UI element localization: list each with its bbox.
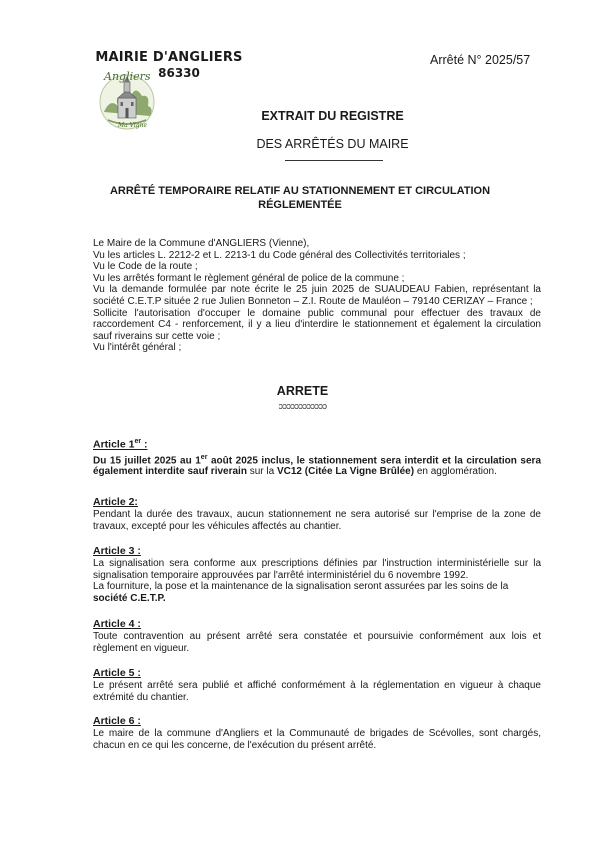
registry-subtitle: DES ARRÊTÉS DU MAIRE [256,137,409,151]
article-5 [93,667,541,703]
preamble-line: Vu le Code de la route ; [93,261,198,273]
article-text: Pendant la durée des travaux, aucun stationnement ne sera autorisé sur l'emprise de la zone de travaux, excepté pour les véhicules affectés au chantier. [93,509,541,532]
article-heading: Article 6 : [93,715,141,727]
logo-subtext: Ma Vigne [118,122,148,129]
main-title-line-1: ARRÊTÉ TEMPORAIRE RELATIF AU STATIONNEMENT ET CIRCULATION [109,185,491,197]
article-text: Le présent arrêté sera publié et affiché conformément à la réglementation en vigueur à chaque extrémité du chantier. [93,680,541,703]
preamble-line: Vu l'intérêt général ; [93,342,182,354]
article-heading: Article 1er : [93,438,148,451]
article-text: La fourniture, la pose et la maintenance de la signalisation seront assurées par les soins de la société C.E.T.P. [93,581,509,604]
article-heading: Article 2: [93,496,138,508]
arrete-heading: ARRETE [276,384,329,398]
preamble-line: Sollicite l'autorisation d'occuper le domaine public communal pour effectuer des travaux de raccordement C4 - renforcement, il y a lieu d'interdire le stationnement et également la circulation sauf riverains sur cette voie ; [93,307,541,342]
article-3 [93,545,541,604]
mairie-name: MAIRIE D'ANGLIERS [95,50,243,65]
article-text: Le maire de la commune d'Angliers et la Communauté de brigades de Scévolles, sont chargés, chacun en ce qui les concerne, de l'exécution du présent arrêté. [93,728,541,751]
article-text: Du 15 juillet 2025 au 1er août 2025 inclus, le stationnement sera interdit et la circulation sera également interdite sauf riverain sur la VC12 (Citée La Vigne Brûlée) en agglomération. [93,453,542,478]
main-title-line-2: RÉGLEMENTÉE [258,198,342,211]
article-text: La signalisation sera conforme aux prescriptions définies par l'instruction interministérielle sur la signalisation temporaire approuvées par l'arrêté interministériel du 6 novembre 1992. [93,558,541,581]
main-title [100,185,500,212]
registry-title: EXTRAIT DU REGISTRE [261,109,404,123]
preamble [93,238,541,354]
postal-code: 86330 [158,66,200,80]
preamble-line: Vu les articles L. 2212-2 et L. 2213-1 du Code général des Collectivités territoriales ; [93,249,466,261]
preamble-line: Vu la demande formulée par note écrite le 25 juin 2025 de SUAUDEAU Fabien, représentant la société C.E.T.P située 2 rue Julien Bonneton – Z.I. Route de Mauléon – 79140 CERIZAY – France ; [93,284,541,307]
registry-divider [285,160,383,161]
article-heading: Article 5 : [93,667,141,679]
article-4 [93,618,541,654]
article-heading: Article 4 : [93,618,141,630]
logo-text: Angliers [104,70,151,83]
arrete-number: Arrêté N° 2025/57 [430,53,531,67]
ornament-divider: ɔɔɔɔɔɔɔɔɔɔɔɔ [278,401,327,411]
article-2 [93,496,541,532]
article-6 [93,715,541,751]
preamble-line: Le Maire de la Commune d'ANGLIERS (Vienne), [93,238,310,249]
article-text: Toute contravention au présent arrêté sera constatée et poursuivie conformément aux lois et règlement en vigueur. [93,631,541,654]
article-1 [93,435,541,478]
preamble-line: Vu les arrêtés formant le règlement général de police de la commune ; [93,272,405,284]
article-heading: Article 3 : [93,545,141,557]
